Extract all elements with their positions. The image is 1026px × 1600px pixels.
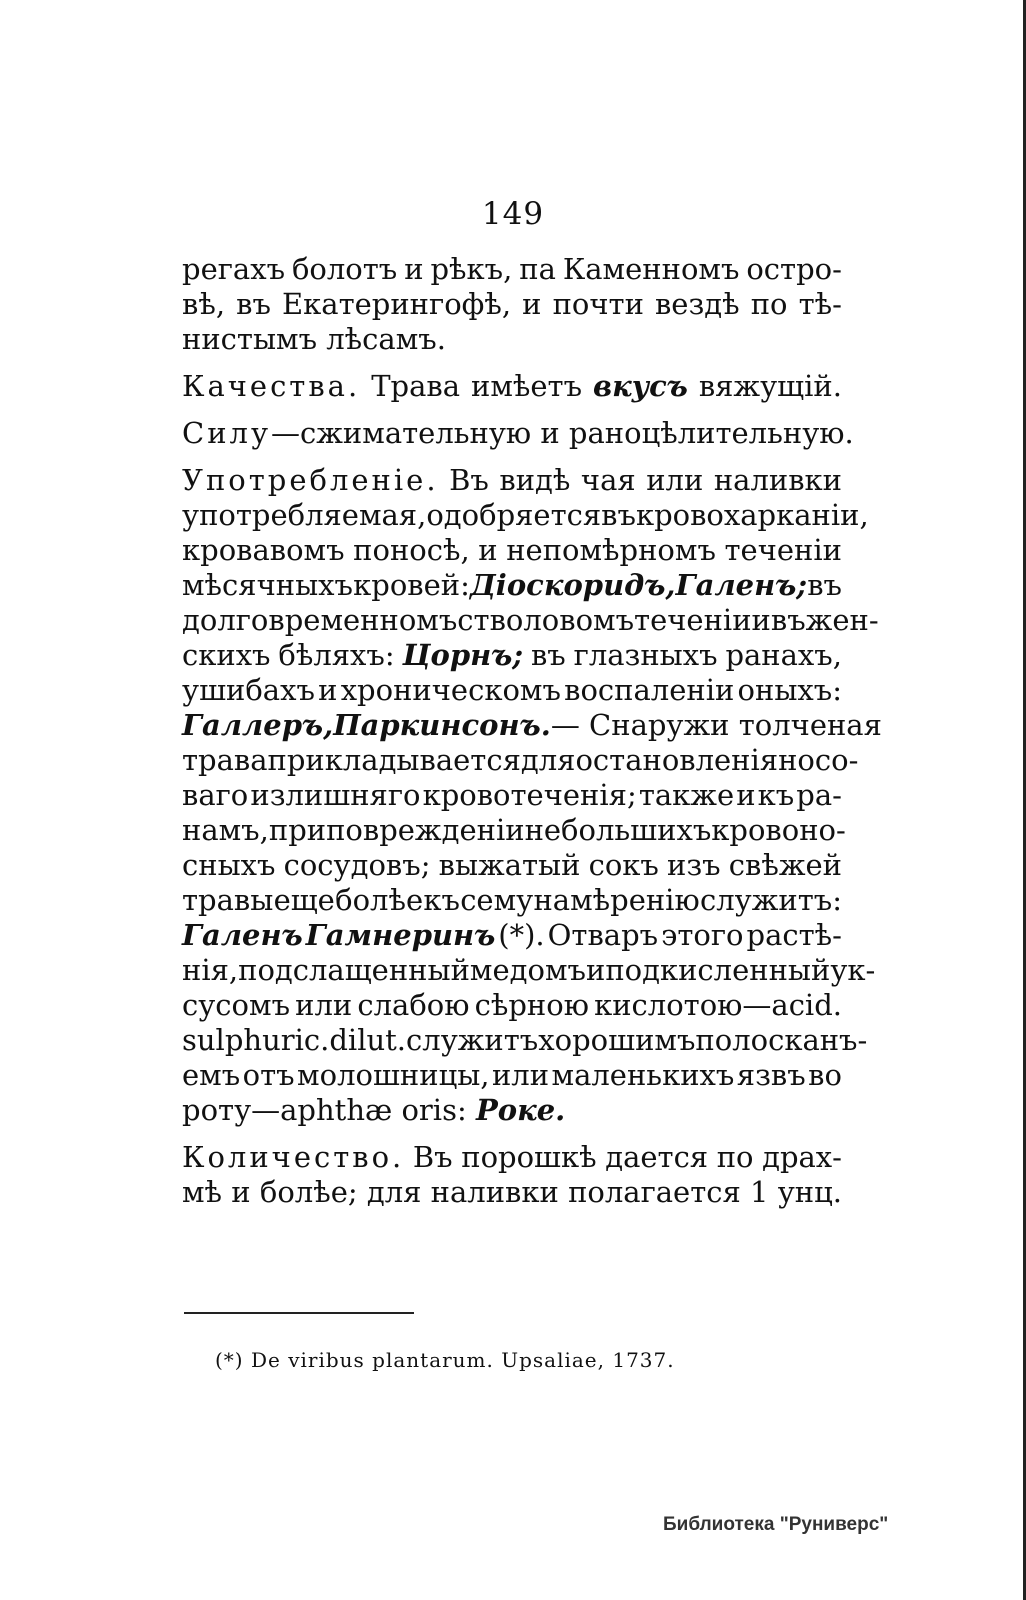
author-citation: Галенъ;: [675, 568, 808, 602]
text-line: вѣ, въ Екатерингофѣ, и почти вездѣ по тѣ-: [182, 287, 842, 321]
text-line: роту—aphthæ oris: Роке.: [182, 1093, 566, 1127]
text-line: нія, подслащенный медомъ и подкисленный ук-: [182, 953, 876, 987]
library-watermark: Библиотека "Руниверс": [663, 1514, 889, 1535]
author-citation: Роке.: [475, 1093, 566, 1127]
footnote: (*) De viribus plantarum. Upsaliae, 1737.: [215, 1348, 675, 1372]
text-line: ушибахъ и хроническомъ воспаленіи оныхъ:: [182, 673, 842, 707]
text-line: мѣ и болѣе; для наливки полагается 1 унц.: [182, 1175, 842, 1209]
footnote-ref: (*).: [498, 918, 545, 952]
author-citation: Цорнъ;: [402, 638, 524, 672]
text-line: употребляемая, одобряется въ кровохарканіи,: [182, 498, 869, 532]
footnote-divider: [184, 1312, 414, 1314]
author-citation: Гамнеринъ: [305, 918, 496, 952]
text-line: емъ отъ молошницы, или маленькихъ язвъ во: [182, 1058, 842, 1092]
text-line: долговременномъ стволовомъ теченіи и въ жен-: [182, 603, 879, 637]
text-line: кровавомъ поносѣ, и непомѣрномъ теченіи: [182, 533, 842, 567]
text-line: травы еще болѣе къ сему намѣренію служитъ:: [182, 883, 842, 917]
author-citation: Діоскоридъ,: [470, 568, 676, 602]
text-line: сныхъ сосудовъ; выжатый сокъ изъ свѣжей: [182, 848, 842, 882]
text-line: сусомъ или слабою сѣрною кислотою—acid.: [182, 988, 842, 1022]
section-heading: Качества.: [182, 369, 361, 403]
text-line: Галлеръ, Паркинсонъ. — Снаружи толченая: [182, 708, 882, 742]
page-number: 149: [481, 196, 545, 232]
text-line: sulphuric. dilut. служитъ хорошимъ полосканъ-: [182, 1023, 868, 1057]
section-heading: Употребленіе.: [182, 463, 439, 497]
section-usage: Употребленіе. Въ видѣ чая или наливки: [182, 463, 842, 497]
text-line: намъ, при поврежденіи небольшихъ кровоно-: [182, 813, 846, 847]
main-text: [182, 252, 882, 1210]
text-line: регахъ болотъ и рѣкъ, па Каменномъ остро-: [182, 252, 842, 286]
author-citation: Галлеръ,: [182, 708, 334, 742]
text-line: нистымъ лѣсамъ.: [182, 322, 446, 356]
section-heading: Силу: [182, 416, 272, 450]
section-strength: Силу —сжимательную и раноцѣлительную.: [182, 416, 854, 450]
section-qualities: Качества. Трава имѣетъ вкусъ вяжущій.: [182, 369, 842, 403]
section-quantity: Количество. Въ порошкѣ дается по драх-: [182, 1140, 842, 1174]
author-citation: Галенъ: [182, 918, 303, 952]
author-citation: Паркинсонъ.: [333, 708, 551, 742]
text-line: скихъ бѣляхъ: Цорнъ; въ глазныхъ ранахъ,: [182, 638, 842, 672]
text-line: Галенъ Гамнеринъ (*). Отваръ этого растѣ-: [182, 918, 842, 952]
section-heading: Количество.: [182, 1140, 405, 1174]
text-line: трава прикладывается для остановленія носо-: [182, 743, 859, 777]
text-line: мѣсячныхъ кровей: Діоскоридъ, Галенъ; въ: [182, 568, 842, 602]
text-line: ваго излишняго кровотеченія; также и къ ра-: [182, 778, 842, 812]
